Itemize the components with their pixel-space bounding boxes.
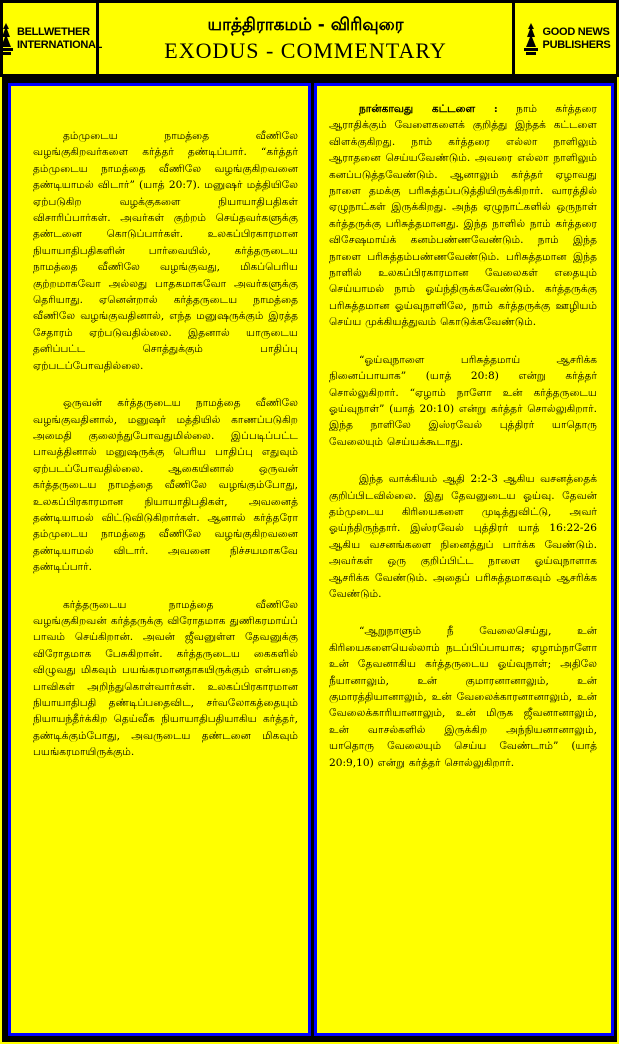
right-paragraph-3: இந்த வாக்கியம் ஆதி 2:2-3 ஆகிய வசனத்தைக் குறிப்பிடவில்லை. இது தேவனுடைய ஓய்வு. தேவன் தம்முடைய கிரியைகளை முடித்துவிட்டு, அவர் ஓய்ந்திருந்தார். இஸ்ரவேல் புத்திரர் யாத் 16:22-26 ஆகிய வசனங்களை நினைத்துப் பார்க்க வேண்டும். அவர்கள் ஒரு குறிப்பிட்ட நாளை ஓய்வுநாளாக ஆசரிக்க வேண்டும். அதைப் பரிசுத்தமாகவும் ஆசரிக்க வேண்டும். [329,473,597,600]
section-heading: நான்காவது கட்டளை : [359,103,498,115]
right-paragraph-1 [329,101,597,331]
left-column [8,83,311,1036]
good-news-icon [521,21,541,57]
bellwether-logo [3,3,103,74]
right-paragraph-1-text: நாம் கர்த்தரை ஆராதிக்கும் வேளைகளைக் குறித்து இந்தக் கட்டளை விளக்குகிறது. நாம் கர்த்தரை எல்லா நாளிலும் ஆராதனை செய்யவேண்டும். அவரை எல்லா நாளிலும் கனப்படுத்தவேண்டும். ஆனாலும் கர்த்தர் ஏழாவது நாளை தமக்கு பரிசுத்தப்படுத்தியிருக்கிறார். வாரத்தில் ஏழுநாட்கள் இருக்கிறது. அந்த ஏழுநாட்களில் ஒருநாள் கர்த்தருக்கு பரிசுத்தமானது. இந்த நாளில் நாம் கர்த்தரை விசேஷமாய்க் கனம்பண்ணவேண்டும். நாம் இந்த நாளை பரிசுத்தம்பண்ணவேண்டும். பரிசுத்தமான இந்த நாளில் உலகப்பிரகாரமான வேலைகள் எதையும் செய்யாமல் நாம் ஓய்ந்திருக்கவேண்டும். கர்த்தருக்கு பரிசுத்தமான ஓய்வுநாளிலே, நாம் கர்த்தருக்கு ஊழியம் செய்ய முக்கியத்துவம் கொடுக்கவேண்டும். [329,103,597,329]
left-paragraph-1: தம்முடைய நாமத்தை வீணிலே வழங்குகிறவர்களை கர்த்தர் தண்டிப்பார். “கர்த்தர் தம்முடைய நாமத்தை வீணிலே வழங்குகிறவனை தண்டியாமல் விடார்” (யாத் 20:7). மனுஷர் மத்தியிலே ஏற்படுகிற வழக்குகளை நியாயாதிபதிகள் விசாரிப்பார்கள். அவர்கள் குற்றம் செய்தவர்களுக்கு தண்டனை கொடுப்பார்கள். உலகப்பிரகாரமான நியாயாதிபதிகளின் பார்வையில், கர்த்தருடைய நாமத்தை வீணிலே வழங்குவது, மிகப்பெரிய குற்றமாகவோ அல்லது பாதகமாகவோ அவர்களுக்கு தெரியாது. ஏனென்றால் கர்த்தருடைய நாமத்தை வீணிலே வழங்குவதினால், எந்த மனுஷருக்கும் இரத்த சேதாரம் ஏற்படுவதில்லை. இதனால் யாருடைய தனிப்பட்ட சொத்துக்கும் பாதிப்பு ஏற்படப்போவதில்லை. [33,130,298,372]
logo-left-line2: INTERNATIONAL [16,38,103,51]
logo-right-line2: PUBLISHERS [542,38,611,51]
good-news-logo [512,3,616,74]
title-block [99,3,512,74]
page-title-english: EXODUS - COMMENTARY [164,37,447,63]
bellwether-icon [0,21,15,57]
right-column [314,83,614,1036]
content-frame [2,77,617,1042]
page-title-tamil: யாத்திராகமம் - விரிவுரை [207,14,404,35]
logo-left-line1: BELLWETHER [16,25,90,38]
logo-right-line1: GOOD NEWS [542,25,610,38]
left-paragraph-3: கர்த்தருடைய நாமத்தை வீணிலே வழங்குகிறவன் கர்த்தருக்கு விரோதமாக துணிகரமாய்ப் பாவம் செய்கிறான். அவன் ஜீவனுள்ள தேவனுக்கு விரோதமாக பேசுகிறான். கர்த்தருடைய கைகளில் விழுவது மிகவும் பயங்கரமானதாகயிருக்கும் என்பதை பாவிகள் அறிந்துகொள்வார்கள். உலகப்பிரகாரமான நியாயாதிபதி தண்டிப்பதைவிட, சர்வலோகத்தையும் நியாயந்தீர்க்கிற தெய்வீக நியாயாதிபதியாகிய கர்த்தர், தண்டிக்கும்போது, அவருடைய தண்டனை மிகவும் பயங்கரமாயிருக்கும். [33,598,298,759]
header [0,0,619,77]
left-paragraph-2: ஒருவன் கர்த்தருடைய நாமத்தை வீணிலே வழங்குவதினால், மனுஷர் மத்தியில் காணப்படுகிற அமைதி குலைந்துபோவதுமில்லை. இப்படிப்பட்ட பாவத்தினால் மனுஷருக்கு பெரிய பாதிப்பு எதுவும் ஏற்படப்போவதில்லை. ஆகையினால் ஒருவன் கர்த்தருடைய நாமத்தை வீணிலே வழங்கும்போது, உலகப்பிரகாரமான நியாயாதிபதிகள், அவனைத் தண்டியாமல் விட்டுவிடுகிறார்கள். ஆனால் கர்த்தரோ தம்முடைய நாமத்தை வீணிலே வழங்குகிறவனை தண்டியாமல் விடார். அவனை நிச்சயமாகவே தண்டிப்பார். [33,397,298,574]
right-paragraph-2: “ஓய்வுநாளை பரிசுத்தமாய் ஆசரிக்க நினைப்பாயாக” (யாத் 20:8) என்று கர்த்தர் சொல்லுகிறார். “ஏழாம் நாளோ உன் கர்த்தருடைய ஓய்வுநாள்” (யாத் 20:10) என்று கர்த்தர் சொல்லுகிறார். இந்த நாளிலே இஸ்ரவேல் புத்திரர் யாதொரு வேலையும் செய்யக்கூடாது. [329,353,597,448]
right-paragraph-4: “ஆறுநாளும் நீ வேலைசெய்து, உன் கிரியைகளையெல்லாம் நடப்பிப்பாயாக; ஏழாம்நாளோ உன் தேவனாகிய கர்த்தருடைய ஓய்வுநாள்; அதிலே நீயானாலும், உன் குமாரனானாலும், உன் குமாரத்தியானாலும், உன் வேலைக்காரனானாலும், உன் வேலைக்காரியானாலும், உன் மிருக ஜீவனானாலும், உன் வாசல்களில் இருக்கிற அந்நியனானாலும், யாதொரு வேலையும் செய்ய வேண்டாம்” (யாத் 20:9,10) என்று கர்த்தர் சொல்லுகிறார். [329,625,597,769]
